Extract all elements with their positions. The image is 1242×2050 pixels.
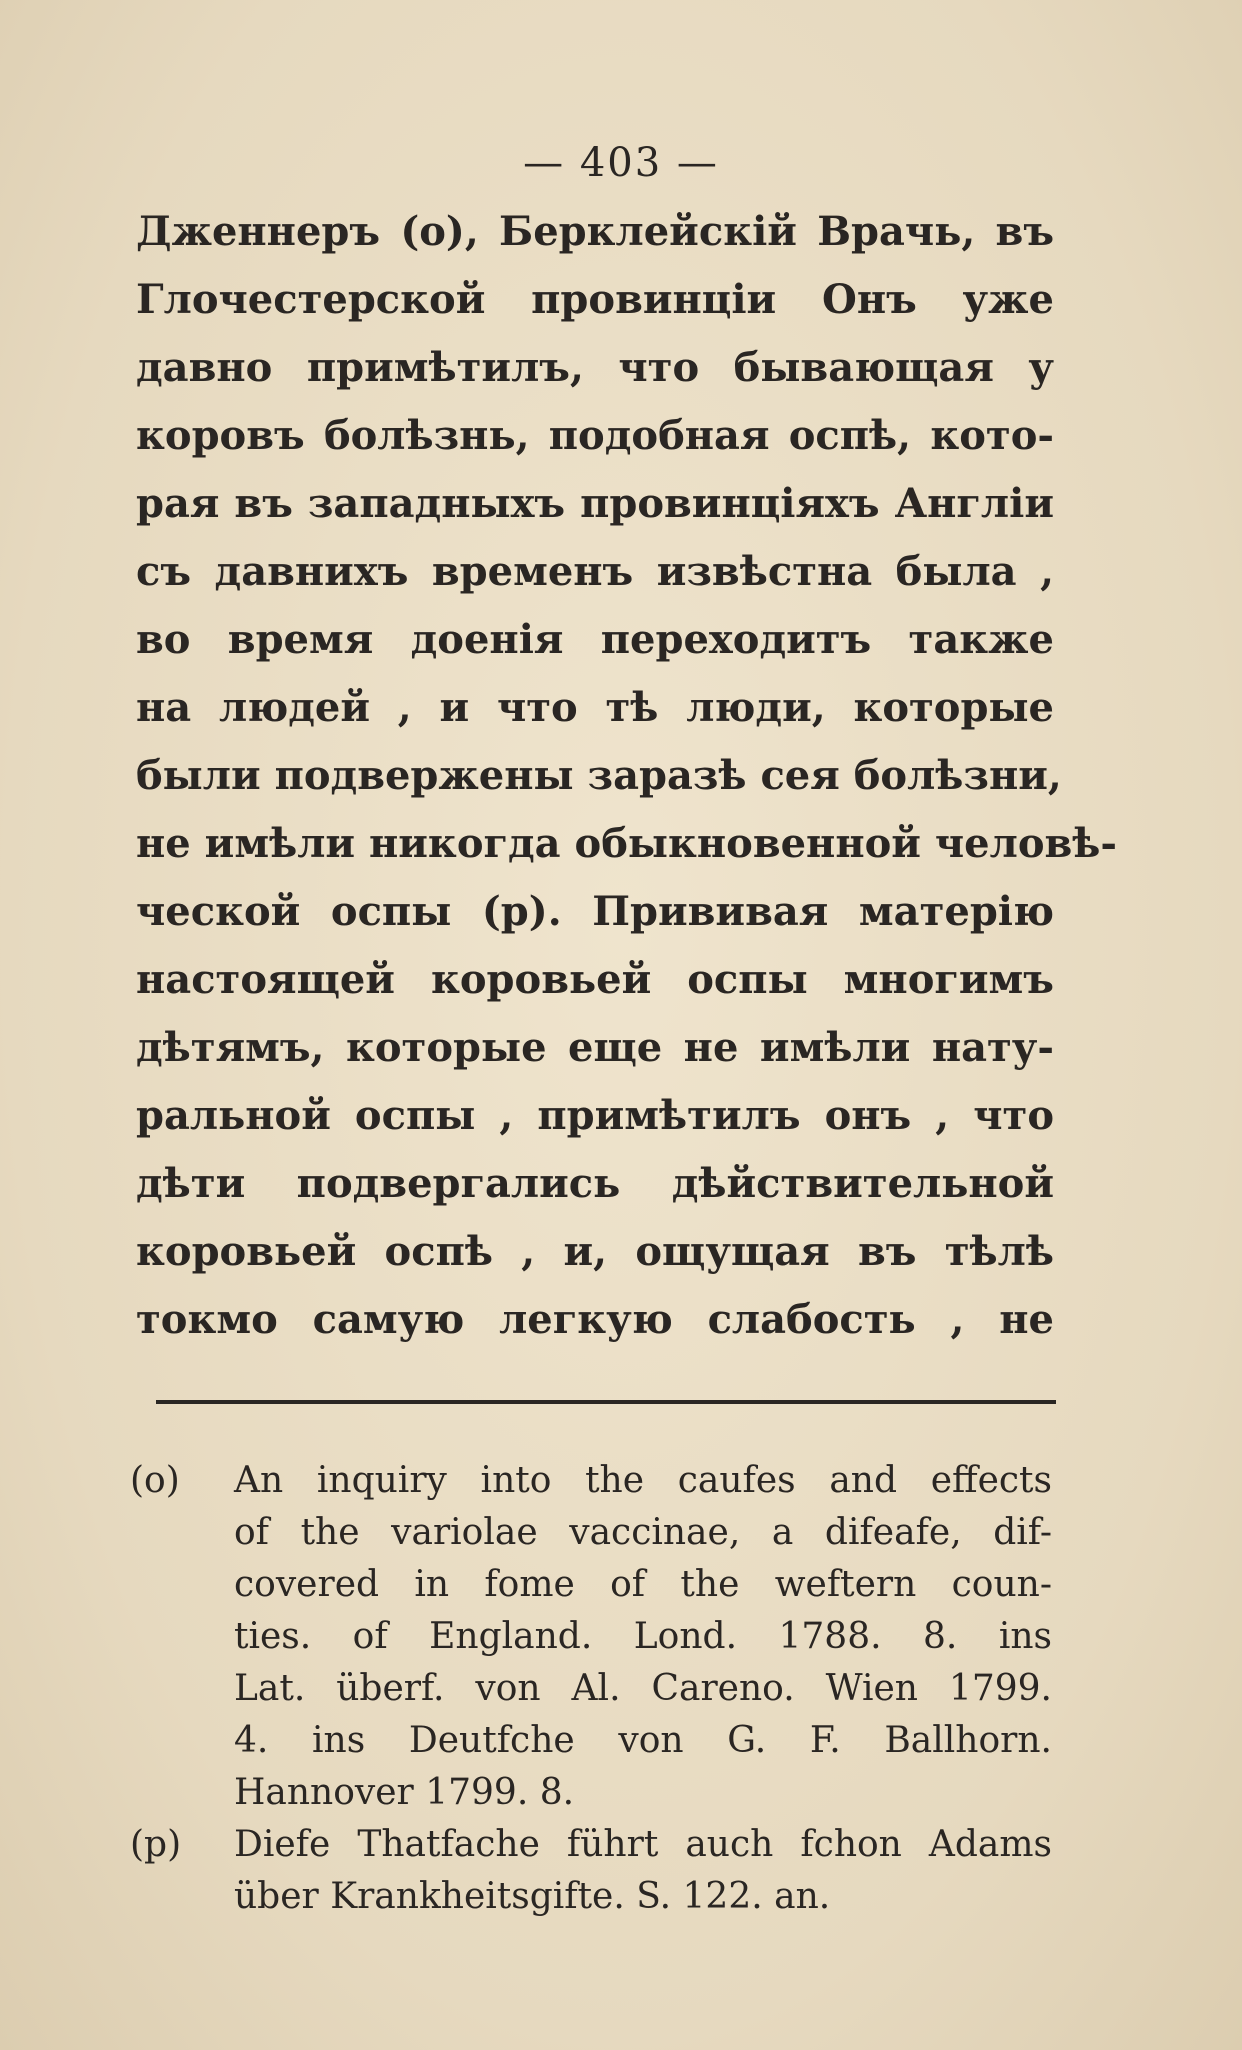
footnote-o-line: [130, 1767, 1056, 1819]
footnote-text: über Krankheitsgifte. S. 122. an.: [234, 1876, 831, 1917]
text-line: во время доенія переходитъ также: [136, 616, 1054, 663]
text-line: не имѣли никогда обыкновенной человѣ-: [136, 820, 1118, 867]
footnote-o-line: [130, 1715, 1056, 1767]
text-line: Дженнеръ (о), Берклейскій Врачь, въ: [136, 208, 1054, 255]
footnote-text: Lat. überf. von Al. Careno. Wien 1799.: [234, 1668, 1052, 1709]
footnote-marker: (o): [130, 1460, 180, 1501]
text-line: на людей , и что тѣ люди, которые: [136, 684, 1054, 731]
text-line: рая въ западныхъ провинціяхъ Англіи: [136, 480, 1054, 527]
footnote-p-line: [130, 1819, 1056, 1871]
text-line: дѣти подвергались дѣйствительной: [136, 1160, 1054, 1207]
text-line: съ давнихъ временъ извѣстна была ,: [136, 548, 1054, 595]
text-line: ческой оспы (р). Прививая матерію: [136, 888, 1054, 935]
footnote-marker: (p): [130, 1824, 182, 1865]
text-line: ральной оспы , примѣтилъ онъ , что: [136, 1092, 1054, 1139]
footnote-text: Diefe Thatfache führt auch fchon Adams: [234, 1824, 1052, 1865]
text-line: токмо самую легкую слабость , не: [136, 1296, 1054, 1343]
footnote-text: 4. ins Deutfche von G. F. Ballhorn.: [234, 1720, 1052, 1761]
text-line: настоящей коровьей оспы многимъ: [136, 956, 1054, 1003]
footnote-text: ties. of England. Lond. 1788. 8. ins: [234, 1616, 1052, 1657]
footnote-divider: [156, 1400, 1056, 1404]
text-line: коровьей оспѣ , и, ощущая въ тѣлѣ: [136, 1228, 1054, 1275]
page-number: — 403 —: [523, 140, 719, 186]
text-line: давно примѣтилъ, что бывающая у: [136, 344, 1054, 391]
footnote-text: of the variolae vaccinae, a difeafe, dif-: [234, 1512, 1052, 1553]
footnote-text: covered in fome of the weftern coun-: [234, 1564, 1052, 1605]
footnote-o-line: [130, 1507, 1056, 1559]
text-line: Глочестерской провинціи Онъ уже: [136, 276, 1054, 323]
footnote-o-line: [130, 1559, 1056, 1611]
footnote-o-line: [130, 1611, 1056, 1663]
text-line: коровъ болѣзнь, подобная оспѣ, кото-: [136, 412, 1054, 459]
footnote-o-line: [130, 1663, 1056, 1715]
main-text: [136, 198, 1118, 1354]
footnote-p-line: [130, 1871, 1056, 1923]
footnote-o-line: [130, 1455, 1056, 1507]
text-line: дѣтямъ, которые еще не имѣли нату-: [136, 1024, 1054, 1071]
footnotes: [130, 1455, 1056, 1923]
footnote-text: An inquiry into the caufes and effects: [234, 1460, 1052, 1501]
footnote-text: Hannover 1799. 8.: [234, 1772, 575, 1813]
text-line: были подвержены заразѣ сея болѣзни,: [136, 752, 1062, 799]
